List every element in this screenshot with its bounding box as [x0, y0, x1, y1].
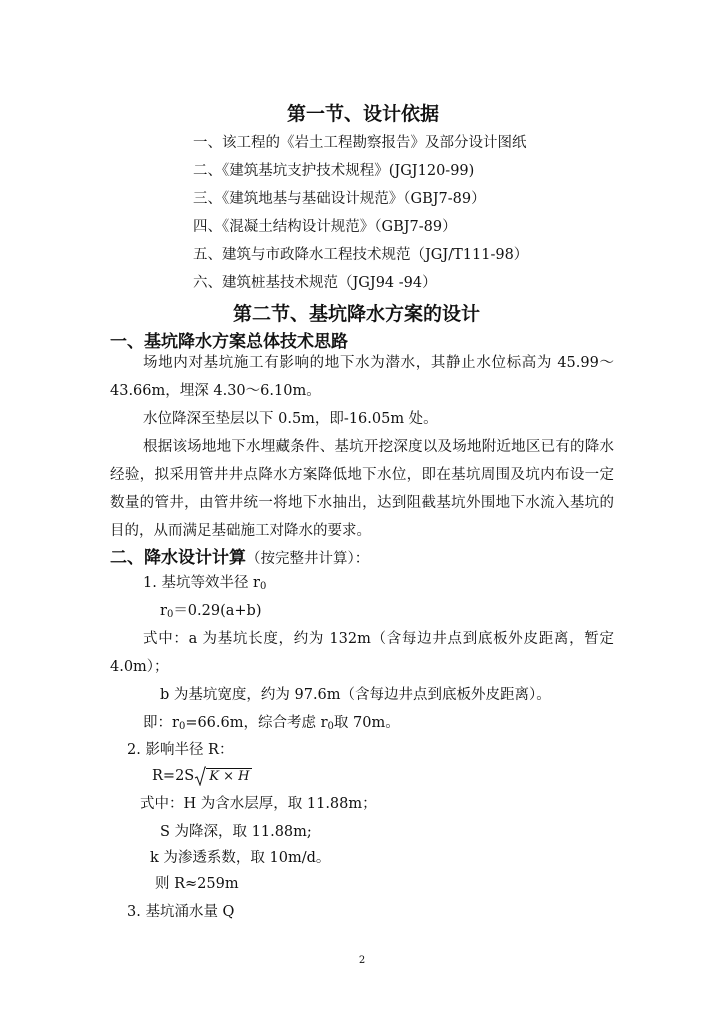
where1-b: b 为基坑宽度，约为 97.6m（含每边井点到底板外皮距离）。: [160, 687, 551, 703]
result-r0-sub2: 0: [327, 721, 334, 732]
where1-line1: 式中：a 为基坑长度，约为 132m（含每边井点到底板外皮距离，暂定: [143, 631, 614, 647]
step3-label: 3. 基坑涌水量 Q: [127, 904, 235, 920]
r0-subscript: 0: [259, 581, 267, 592]
result-r0-sub1: 0: [178, 721, 186, 732]
where2-h: 式中：H 为含水层厚，取 11.88m；: [140, 796, 377, 812]
paragraph1-line1: 场地内对基坑施工有影响的地下水为潜水，其静止水位标高为 45.99～: [143, 355, 614, 371]
reference-item-2: 二、《建筑基坑支护技术规程》(JGJ120-99): [193, 163, 475, 179]
where2-k: k 为渗透系数，取 10m/d。: [150, 850, 331, 866]
where2-s: S 为降深，取 11.88m;: [160, 824, 312, 840]
formula-r0-expression: ＝0.29(a+b): [173, 603, 262, 619]
result-r0: [143, 714, 400, 732]
paragraph3-line4: 目的，从而满足基础施工对降水的要求。: [110, 523, 371, 539]
result-r0-pre: 即：r: [143, 715, 179, 731]
formula-R-prefix: R=2S: [152, 768, 195, 784]
formula-r0-subscript: 0: [166, 609, 174, 620]
step2-label: 2. 影响半径 R：: [127, 742, 234, 758]
subsection2-heading-text: 二、降水设计计算: [110, 548, 246, 568]
reference-item-1: 一、该工程的《岩土工程勘察报告》及部分设计图纸: [193, 135, 527, 151]
section1-title: 第一节、设计依据: [287, 103, 440, 125]
formula-R: [152, 767, 252, 785]
reference-item-6: 六、建筑桩基技术规范（JGJ94 -94）: [193, 275, 437, 291]
result-r0-mid: =66.6m，综合考虑 r: [185, 715, 328, 731]
paragraph1-line2: 43.66m，埋深 4.30～6.10m。: [110, 383, 321, 399]
formula-r0: [160, 602, 262, 620]
step1-label: [143, 574, 266, 592]
formula-r0-symbol: r: [160, 603, 167, 619]
sqrt-symbol: [194, 767, 252, 785]
where1-line2: 4.0m）；: [110, 659, 169, 675]
reference-item-3: 三、《建筑地基与基础设计规范》（GBJ7-89）: [193, 191, 486, 207]
page-number: 2: [358, 955, 366, 966]
section2-title: 第二节、基坑降水方案的设计: [233, 303, 481, 325]
result-r0-post: 取 70m。: [333, 715, 400, 731]
paragraph2: 水位降深至垫层以下 0.5m，即-16.05m 处。: [143, 411, 438, 427]
reference-item-4: 四、《混凝土结构设计规范》（GBJ7-89）: [193, 219, 457, 235]
formula-R-radicand: K × H: [206, 768, 252, 785]
reference-item-5: 五、建筑与市政降水工程技术规范（JGJ/T111-98）: [193, 247, 529, 263]
subsection2-heading-note: （按完整井计算）：: [246, 551, 370, 567]
step1-label-text: 1. 基坑等效半径 r: [143, 575, 260, 591]
paragraph3-line2: 经验，拟采用管井井点降水方案降低地下水位，即在基坑周围及坑内布设一定: [110, 467, 614, 483]
paragraph3-line3: 数量的管井，由管井统一将地下水抽出，达到阻截基坑外围地下水流入基坑的: [110, 495, 614, 511]
subsection1-heading: 一、基坑降水方案总体技术思路: [110, 332, 348, 352]
paragraph3-line1: 根据该场地地下水埋藏条件、基坑开挖深度以及场地附近地区已有的降水: [143, 439, 614, 455]
result-R: 则 R≈259m: [155, 876, 239, 892]
subsection2-heading: [110, 548, 369, 569]
